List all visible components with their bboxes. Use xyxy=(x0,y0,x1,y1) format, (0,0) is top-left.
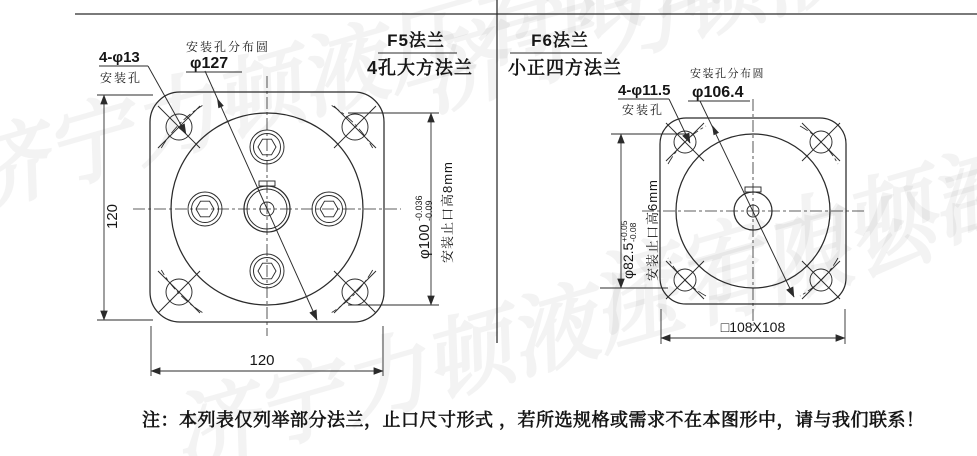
f5-pilot-tol-upper: -0.036 xyxy=(414,195,424,221)
f5-pilot-tol-lower: -0.09 xyxy=(424,200,434,221)
watermark-text xyxy=(408,0,977,128)
f6-holes-label: 4-φ11.5 xyxy=(618,82,671,99)
f6-bolt-circle-label: 安装孔分布圆 xyxy=(690,68,765,80)
f5-title: F5法兰 xyxy=(387,31,445,50)
f5-holes-label: 4-φ13 xyxy=(99,49,140,66)
f5-flange-body xyxy=(133,76,401,336)
f6-pilot-height-label: 安装止口高6mm xyxy=(645,179,660,281)
f5-bolt-circle-value: φ127 xyxy=(190,55,229,72)
f6-bolt-circle-value: φ106.4 xyxy=(692,84,744,101)
f5-subtitle: 4孔大方法兰 xyxy=(366,58,474,78)
f6-pilot-tol-lower: -0.08 xyxy=(628,222,638,242)
f5-width-dim-text: 120 xyxy=(249,352,275,369)
f6-title: F6法兰 xyxy=(531,31,589,50)
f6-pilot-dia-text: φ82.5 xyxy=(620,242,636,279)
f5-pilot-dia-text: φ100 xyxy=(416,224,433,259)
f6-bolt-circle-leader-arrow xyxy=(712,125,719,135)
f6-holes-sublabel: 安装孔 xyxy=(622,103,665,117)
footer-note: 注：本列表仅列举部分法兰，止口尺寸形式 ，若所选规格或需求不在本图形中，请与我们联系！ xyxy=(142,410,925,430)
f6-width-dim-text: □108X108 xyxy=(720,319,786,335)
f5-pilot-height-label: 安装止口高8mm xyxy=(440,161,455,263)
f6-pilot-tol-upper: +0.05 xyxy=(619,220,629,242)
f5-holes-sublabel: 安装孔 xyxy=(100,71,143,85)
f6-subtitle: 小正四方法兰 xyxy=(508,58,622,78)
f5-bolt-circle-label: 安装孔分布圆 xyxy=(186,40,271,54)
f5-height-dim-text: 120 xyxy=(104,203,121,229)
